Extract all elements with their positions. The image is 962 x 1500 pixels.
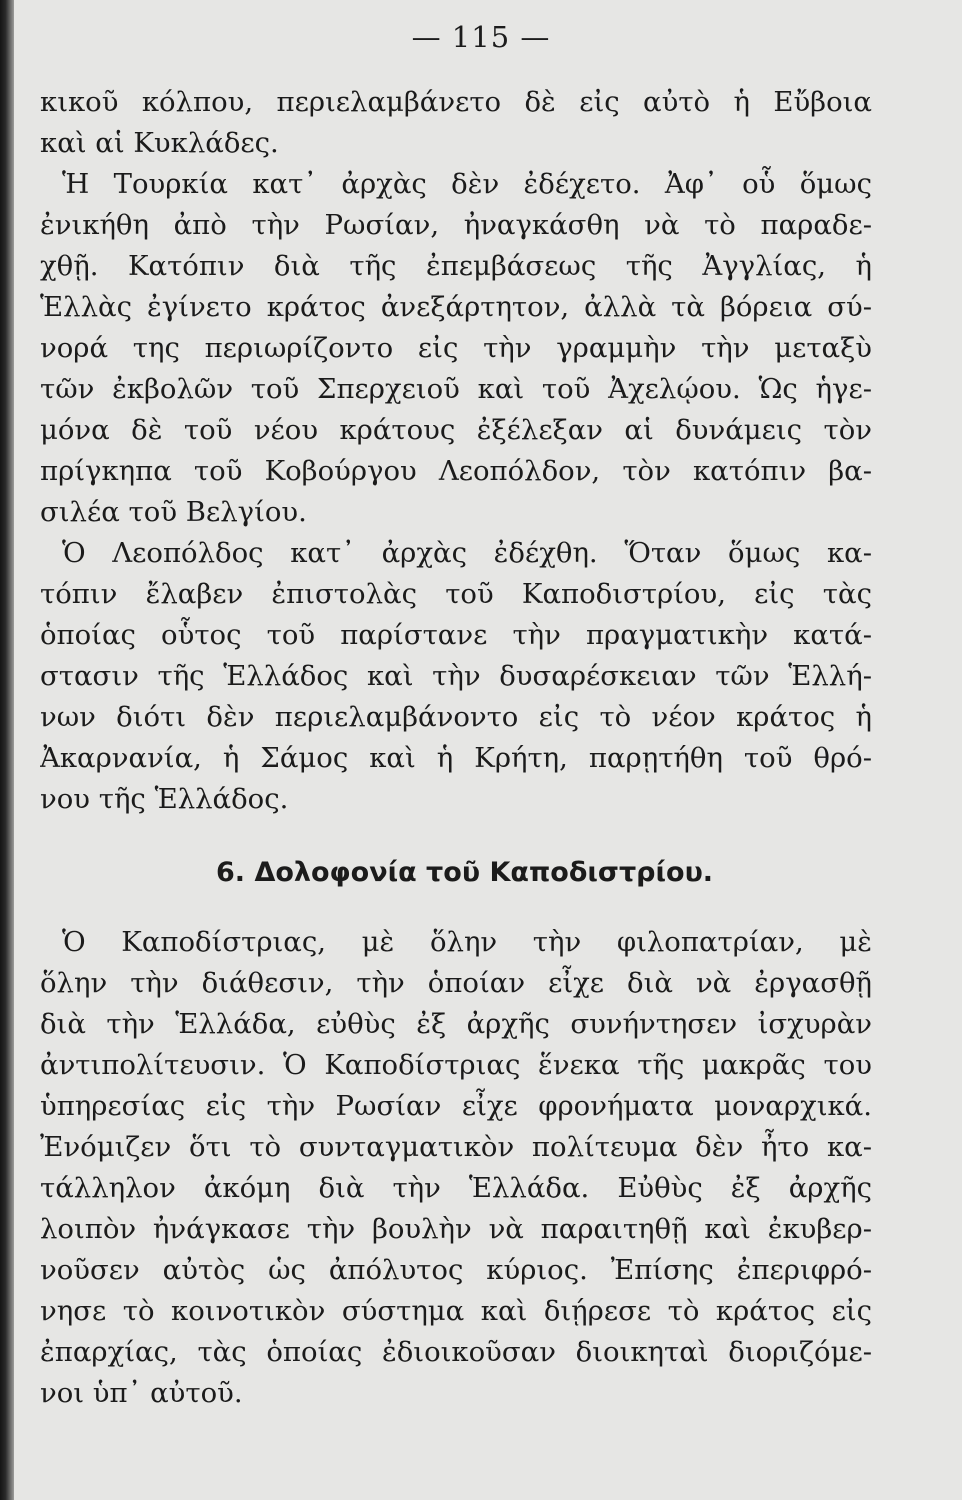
section-heading: 6. Δολοφονία τοῦ Καποδιστρίου.	[216, 857, 714, 888]
text-line: ὁποίας οὗτος τοῦ παρίστανε τὴν πραγματικὴν κατά-	[40, 619, 872, 651]
text-line: ἐνικήθη ἀπὸ τὴν Ρωσίαν, ἠναγκάσθη νὰ τὸ παραδε-	[40, 209, 872, 241]
text-line: ὅλην τὴν διάθεσιν, τὴν ὁποίαν εἶχε διὰ νὰ ἐργασθῇ	[40, 967, 872, 999]
page-number: — 115 —	[411, 20, 551, 54]
text-line: ὑπηρεσίας εἰς τὴν Ρωσίαν εἶχε φρονήματα μοναρχικά.	[40, 1090, 872, 1122]
text-line: Ἑλλὰς ἐγίνετο κράτος ἀνεξάρτητον, ἀλλὰ τὰ βόρεια σύ-	[40, 291, 872, 323]
text-line: λοιπὸν ἠνάγκασε τὴν βουλὴν νὰ παραιτηθῇ καὶ ἐκυβερ-	[40, 1213, 872, 1245]
paragraph	[40, 922, 872, 1414]
text-block-bottom	[40, 922, 872, 1414]
text-line: νοῦσεν αὐτὸς ὡς ἀπόλυτος κύριος. Ἐπίσης ἐπεριφρό-	[40, 1254, 872, 1286]
text-block-top	[40, 82, 872, 820]
text-line: χθῇ. Κατόπιν διὰ τῆς ἐπεμβάσεως τῆς Ἀγγλίας, ἡ	[40, 250, 872, 282]
paragraph	[40, 533, 872, 820]
text-line: ἀντιπολίτευσιν. Ὁ Καποδίστριας ἕνεκα τῆς μακρᾶς του	[40, 1049, 872, 1081]
text-line: Ὁ Λεοπόλδος κατ᾽ ἀρχὰς ἐδέχθη. Ὅταν ὅμως κα-	[62, 537, 872, 569]
text-line: τόπιν ἔλαβεν ἐπιστολὰς τοῦ Καποδιστρίου, εἰς τὰς	[40, 578, 872, 610]
text-line: καὶ αἱ Κυκλάδες.	[40, 127, 279, 159]
text-line: νου τῆς Ἑλλάδος.	[40, 783, 289, 815]
paragraph	[40, 164, 872, 533]
binding-gutter	[0, 0, 14, 1500]
text-line: μόνα δὲ τοῦ νέου κράτους ἐξέλεξαν αἱ δυνάμεις τὸν	[40, 414, 872, 446]
text-line: ἐπαρχίας, τὰς ὁποίας ἐδιοικοῦσαν διοικηταὶ διοριζόμε-	[40, 1336, 872, 1368]
text-line: σιλέα τοῦ Βελγίου.	[40, 496, 307, 528]
text-line: κικοῦ κόλπου, περιελαμβάνετο δὲ εἰς αὐτὸ ἡ Εὔβοια	[40, 86, 872, 118]
text-line: διὰ τὴν Ἑλλάδα, εὐθὺς ἐξ ἀρχῆς συνήντησεν ἰσχυρὰν	[40, 1008, 872, 1040]
text-line: τῶν ἐκβολῶν τοῦ Σπερχειοῦ καὶ τοῦ Ἀχελῴου. Ὡς ἡγε-	[40, 373, 872, 405]
text-line: νοι ὑπ᾽ αὐτοῦ.	[40, 1377, 243, 1409]
text-line: νων διότι δὲν περιελαμβάνοντο εἰς τὸ νέον κράτος ἡ	[40, 701, 872, 733]
text-line: νορά της περιωρίζοντο εἰς τὴν γραμμὴν τὴν μεταξὺ	[40, 332, 872, 364]
text-line: Ἡ Τουρκία κατ᾽ ἀρχὰς δὲν ἐδέχετο. Ἀφ᾽ οὗ ὅμως	[62, 168, 872, 200]
text-line: Ἀκαρνανία, ἡ Σάμος καὶ ἡ Κρήτη, παρῃτήθη τοῦ θρό-	[40, 742, 872, 774]
text-line: Ὁ Καποδίστριας, μὲ ὅλην τὴν φιλοπατρίαν, μὲ	[62, 926, 872, 958]
paragraph	[40, 82, 872, 164]
text-line: Ἐνόμιζεν ὅτι τὸ συνταγματικὸν πολίτευμα δὲν ἦτο κα-	[40, 1131, 872, 1163]
text-line: τάλληλον ἀκόμη διὰ τὴν Ἑλλάδα. Εὐθὺς ἐξ ἀρχῆς	[40, 1172, 872, 1204]
text-line: στασιν τῆς Ἑλλάδος καὶ τὴν δυσαρέσκειαν τῶν Ἑλλή-	[40, 660, 872, 692]
text-line: πρίγκηπα τοῦ Κοβούργου Λεοπόλδον, τὸν κατόπιν βα-	[40, 455, 872, 487]
text-line: νησε τὸ κοινοτικὸν σύστημα καὶ διῄρεσε τὸ κράτος εἰς	[40, 1295, 872, 1327]
